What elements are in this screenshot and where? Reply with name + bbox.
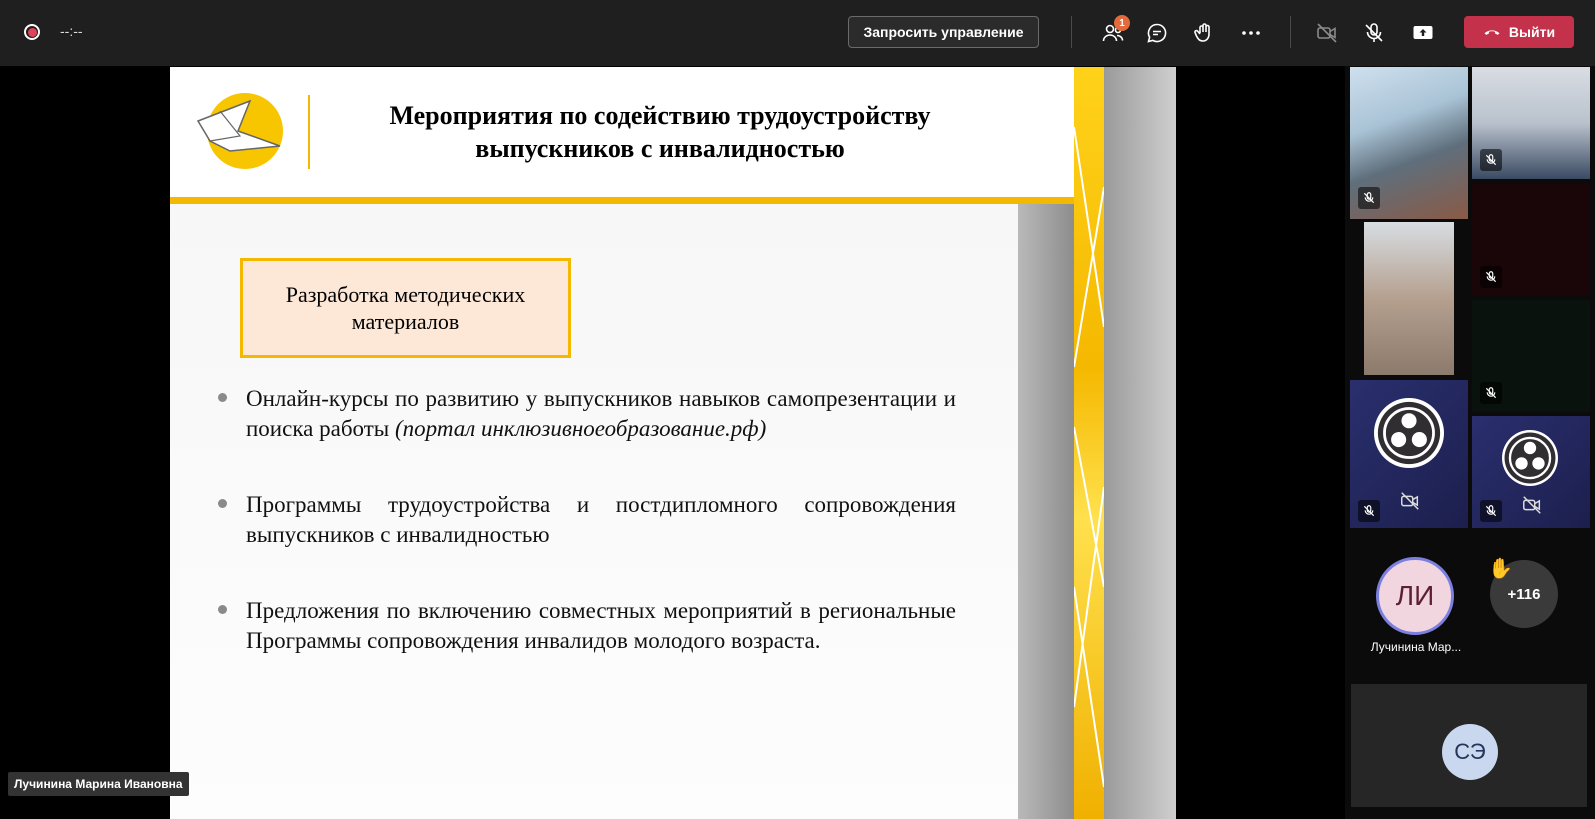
request-control-button[interactable]: Запросить управление xyxy=(848,16,1039,48)
hand-icon xyxy=(1192,21,1216,45)
self-avatar: СЭ xyxy=(1442,724,1498,780)
more-actions-button[interactable] xyxy=(1236,18,1266,48)
obs-logo-icon xyxy=(1502,430,1558,486)
obs-logo-icon xyxy=(1374,398,1444,468)
leave-label: Выйти xyxy=(1508,24,1556,40)
share-screen-button[interactable] xyxy=(1408,18,1438,48)
camera-off-indicator xyxy=(1518,494,1546,516)
participant-video-tile[interactable] xyxy=(1472,184,1590,296)
mic-muted-indicator xyxy=(1358,187,1380,209)
shared-slide xyxy=(170,67,1176,819)
meeting-timer: --:-- xyxy=(60,23,83,39)
participant-video-tile[interactable] xyxy=(1350,380,1468,528)
more-icon xyxy=(1239,21,1263,45)
presenter-name-label: Лучинина Марина Ивановна xyxy=(8,772,189,796)
participant-video-tile[interactable] xyxy=(1350,67,1468,219)
participant-video-tile[interactable] xyxy=(1472,300,1590,412)
bullet-italic-text: (портал инклюзивноеобразование.рф) xyxy=(394,416,767,441)
camera-off-icon xyxy=(1521,494,1543,516)
mic-muted-indicator xyxy=(1480,500,1502,522)
slide-title xyxy=(360,99,960,165)
recording-icon xyxy=(24,24,40,40)
camera-toggle-button[interactable] xyxy=(1312,18,1342,48)
mic-off-icon xyxy=(1484,504,1498,518)
mic-muted-indicator xyxy=(1358,500,1380,522)
slide-body xyxy=(170,204,1018,819)
logo-divider xyxy=(308,95,310,169)
toolbar-divider xyxy=(1290,16,1291,48)
participants-badge: 1 xyxy=(1114,15,1130,31)
raised-hand-icon: ✋ xyxy=(1488,558,1513,580)
slide-title-line: Мероприятия по содействию трудоустройству xyxy=(389,101,931,130)
chat-icon xyxy=(1145,21,1169,45)
dove-logo-icon xyxy=(190,91,290,171)
participant-video-tile[interactable] xyxy=(1472,416,1590,528)
bullet-item xyxy=(216,490,956,550)
mic-off-icon xyxy=(1484,386,1498,400)
bullet-text: Онлайн-курсы по развитию у выпускников навыков самопрезентации и поиска работы xyxy=(246,386,956,441)
mic-muted-indicator xyxy=(1480,382,1502,404)
participant-video-tile[interactable] xyxy=(1472,67,1590,179)
bullet-item xyxy=(216,596,956,656)
participant-name-label: Лучинина Мар... xyxy=(1370,640,1462,654)
slide-title-line: выпускников с инвалидностью xyxy=(475,134,845,163)
meeting-toolbar xyxy=(0,0,1595,66)
mic-toggle-button[interactable] xyxy=(1359,18,1389,48)
slide-header xyxy=(170,67,1074,197)
leave-button[interactable] xyxy=(1464,16,1574,48)
bullet-list xyxy=(216,384,956,702)
slide-decor-gray xyxy=(1104,67,1176,819)
mic-off-icon xyxy=(1362,191,1376,205)
mic-off-icon xyxy=(1484,153,1498,167)
slide-header-rule xyxy=(170,197,1074,204)
mic-off-icon xyxy=(1362,21,1386,45)
more-participants-button[interactable]: +116 xyxy=(1490,560,1558,628)
camera-off-indicator xyxy=(1396,490,1424,512)
slide-decor-lines xyxy=(1074,67,1104,819)
chat-button[interactable] xyxy=(1142,18,1172,48)
mic-muted-indicator xyxy=(1480,266,1502,288)
slide-decor-yellow xyxy=(1074,67,1104,819)
bullet-text: Программы трудоустройства и постдипломного сопровождения выпускников с инвалидностью xyxy=(246,492,956,547)
mic-off-icon xyxy=(1362,504,1376,518)
bullet-text: Предложения по включению совместных мероприятий в региональные Программы сопровождения инвалидов молодого возраста. xyxy=(246,598,956,653)
camera-off-icon xyxy=(1315,21,1339,45)
camera-off-icon xyxy=(1399,490,1421,512)
toolbar-divider xyxy=(1071,16,1072,48)
phone-hangup-icon xyxy=(1483,23,1501,41)
raise-hand-button[interactable] xyxy=(1189,18,1219,48)
participant-avatar[interactable]: ЛИ xyxy=(1376,557,1454,635)
mic-off-icon xyxy=(1484,270,1498,284)
mic-muted-indicator xyxy=(1480,149,1502,171)
bullet-item xyxy=(216,384,956,444)
share-icon xyxy=(1411,21,1435,45)
participant-video-tile[interactable] xyxy=(1364,222,1454,375)
participants-button[interactable] xyxy=(1098,18,1128,48)
method-materials-box: Разработка методических материалов xyxy=(240,258,571,358)
